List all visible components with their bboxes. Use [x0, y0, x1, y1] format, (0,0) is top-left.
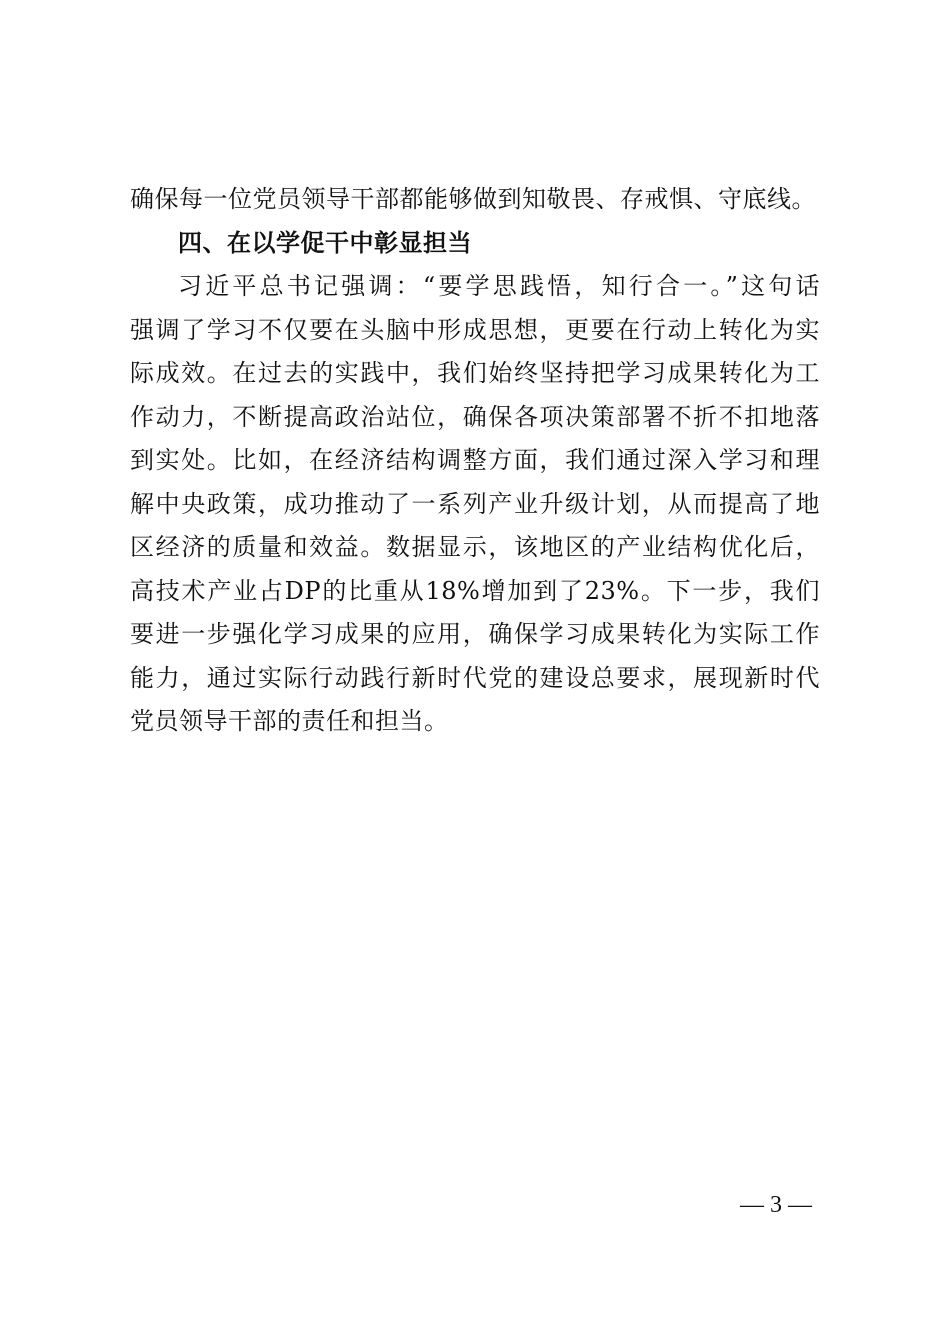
- paragraph-line: 要进一步强化学习成果的应用，确保学习成果转化为实际工作: [130, 620, 820, 648]
- paragraph-line: 到实处。比如，在经济结构调整方面，我们通过深入学习和理: [130, 446, 820, 474]
- page-number: — 3 —: [740, 1192, 812, 1218]
- continuation-line: 确保每一位党员领导干部都能够做到知敬畏、存戒惧、守底线。: [130, 185, 816, 213]
- paragraph-line: 际成效。在过去的实践中，我们始终坚持把学习成果转化为工: [130, 359, 820, 387]
- section-heading: 四、在以学促干中彰显担当: [178, 228, 472, 257]
- paragraph-line: 作动力，不断提高政治站位，确保各项决策部署不折不扣地落: [130, 402, 820, 431]
- paragraph-line: 能力，通过实际行动践行新时代党的建设总要求，展现新时代: [130, 663, 820, 692]
- paragraph-line: 高技术产业占DP的比重从18%增加到了23%。下一步，我们: [130, 576, 820, 605]
- paragraph-line: 区经济的质量和效益。数据显示，该地区的产业结构优化后，: [130, 533, 820, 561]
- paragraph-line: 习近平总书记强调：“要学思践悟，知行合一。”这句话: [178, 272, 820, 300]
- document-body: [130, 178, 820, 744]
- paragraph-line: 解中央政策，成功推动了一系列产业升级计划，从而提高了地: [130, 489, 820, 518]
- paragraph-line: 党员领导干部的责任和担当。: [130, 707, 449, 735]
- paragraph-line: 强调了学习不仅要在头脑中形成思想，更要在行动上转化为实: [130, 315, 820, 344]
